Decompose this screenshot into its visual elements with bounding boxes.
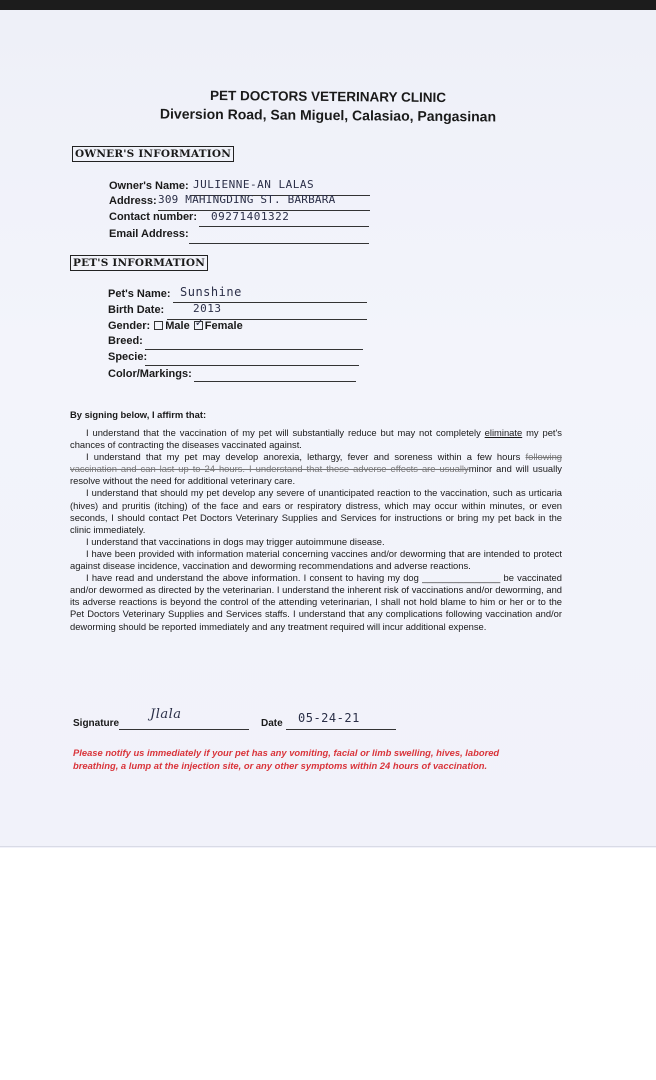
pet-breed-label: Breed: [108,335,143,347]
clinic-name: PET DOCTORS VETERINARY CLINIC [209,87,447,106]
owner-contact-field[interactable]: 09271401322 [211,210,290,223]
pet-name-label: Pet's Name: [108,288,171,300]
affirm-para-1: I understand that the vaccination of my pet will substantially reduce but may not completely eliminate my pet's chances of contracting the diseases vaccinated against. [70,427,562,451]
gender-female-checkbox[interactable] [194,317,204,330]
owner-section-title: OWNER'S INFORMATION [72,146,234,162]
pet-birth-label: Birth Date: [108,304,165,316]
pet-birth-field[interactable]: 2013 [193,302,222,315]
paper-edge [0,846,656,847]
signature-field[interactable]: Jlala [150,707,182,722]
scan-edge [0,0,656,10]
owner-email-line [189,243,369,244]
owner-email-label: Email Address: [109,228,189,240]
pet-gender-label: Gender: [108,320,151,332]
pet-specie-line[interactable] [145,365,359,366]
owner-contact-label: Contact number: [109,211,197,223]
affirmation-lead: By signing below, I affirm that: [70,409,207,420]
owner-name-field[interactable]: JULIENNE-AN LALAS [193,178,315,191]
clinic-address: Diversion Road, San Miguel, Calasiao, Pangasinan [159,105,497,125]
pet-color-line[interactable] [194,381,356,382]
owner-address-label: Address: [109,195,157,207]
owner-address-field[interactable]: 309 MAHINGDING ST. BARBARA [158,193,336,206]
date-label: Date [261,718,283,729]
pet-breed-line[interactable] [145,349,363,350]
gender-female-label: Female [204,320,243,332]
pet-section-title: PET'S INFORMATION [70,255,208,271]
gender-male-label: Male [165,320,190,332]
owner-name-label: Owner's Name: [109,180,189,192]
gender-male-checkbox[interactable] [154,321,163,330]
affirm-para-4: I understand that vaccinations in dogs may trigger autoimmune disease. [86,535,385,547]
affirm-para-3: I understand that should my pet develop any severe of unanticipated reaction to the vaccination, such as urticaria (hives) and pruritis (itching) of the face and ears or respiratory distress, which may occur within minutes, or even seconds, I should contact Pet Doctors Veterinary Supplies and Services for instructions or bring my pet back in the clinic immediately. [70,487,562,535]
signature-line [119,729,249,730]
pet-specie-label: Specie: [108,351,148,363]
owner-contact-line [199,226,369,227]
affirm-para-2: I understand that my pet may develop anorexia, lethargy, fever and soreness within a few hours following vaccination and can last up to 24 hours. I understand that these adverse effects are usuallyminor and will usually resolve without the need for additional veterinary care. [70,451,562,487]
checkmark-icon: ✓ [194,317,204,329]
pet-gender-row [108,317,243,332]
affirmation-body [70,427,562,633]
affirm-para-6: I have read and understand the above information. I consent to having my dog _______________ be vaccinated and/or dewormed as directed by the veterinarian. I understand the inherent risk of vaccinations and/or deworming, and its adverse reactions is beyond the control of the attending veterinarian, I shall not hold blame to him or her or to the Pet Doctors Veterinary Supplies and Services staffs. I understand that any complications following vaccination and/or deworming should be reported immediately and any treatment required will incur additional expense. [70,572,562,632]
vaccination-notice: Please notify us immediately if your pet has any vomiting, facial or limb swelling, hives, labored breathing, a lump at the injection site, or any other symptoms within 24 hours of vaccination. [73,747,500,771]
date-field[interactable]: 05-24-21 [298,711,360,725]
dog-name-blank[interactable]: _______________ [422,572,501,584]
signature-label: Signature [73,718,120,729]
affirm-para-5: I have been provided with information material concerning vaccines and/or deworming that are intended to protect against disease incidence, vaccination and deworming recommendations and adverse reactions. [70,547,562,572]
pet-color-label: Color/Markings: [108,368,192,380]
date-line [286,729,396,730]
pet-name-field[interactable]: Sunshine [180,285,242,299]
